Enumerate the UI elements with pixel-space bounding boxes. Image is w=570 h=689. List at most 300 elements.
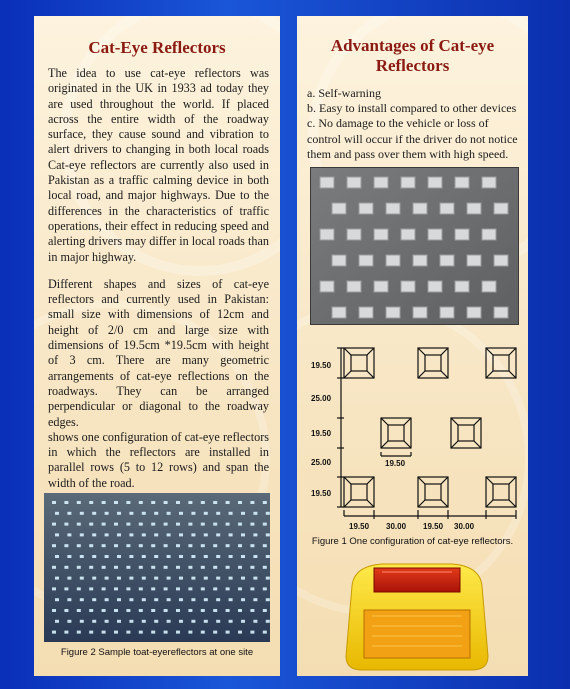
road-reflector-dot [142,598,146,601]
road-reflector-dot [55,598,59,601]
road-reflector-dot [92,577,96,580]
advantage-item: a. Self-warning [307,86,381,100]
road-reflector-dot [179,533,183,536]
road-reflector-dot [77,609,81,612]
road-reflector-dot [213,587,217,590]
road-reflector-dot [188,544,192,547]
road-reflector-dot [179,512,183,515]
road-reflector-dot [52,566,56,569]
road-stud [482,281,496,292]
road-reflector-dot [250,587,254,590]
road-reflector-dot [164,523,168,526]
road-stud [428,281,442,292]
road-reflector-dot [105,577,109,580]
road-reflector-dot [154,598,158,601]
road-reflector-dot [129,620,133,623]
road-reflector-dot [129,555,133,558]
road-reflector-dot [126,501,130,504]
right-panel [297,16,528,676]
road-reflector-dot [67,620,71,623]
advantage-item: b. Easy to install compared to other devices [307,101,517,116]
road-reflector-dot [114,501,118,504]
road-reflector-dot [142,620,146,623]
road-reflector-dot [117,598,121,601]
road-reflector-dot [164,609,168,612]
road-reflector-dot [238,523,242,526]
road-reflector-dot [238,501,242,504]
road-reflector-dot [176,566,180,569]
road-reflector-dot [126,544,130,547]
road-reflector-dot [77,523,81,526]
road-reflector-dot [213,609,217,612]
road-reflector-dot [266,620,270,623]
dimension-label: 19.50 [349,522,370,531]
road-reflector-dot [126,523,130,526]
road-stud [332,255,346,266]
road-reflector-dot [238,631,242,634]
road-reflector-dot [139,544,143,547]
road-reflector-dot [154,620,158,623]
road-reflector-dot [266,533,270,536]
road-reflector-dot [92,512,96,515]
road-reflector-dot [117,555,121,558]
road-reflector-dot [229,555,233,558]
road-stud [359,307,373,318]
road-reflector-dot [92,620,96,623]
road-stud [440,255,454,266]
road-reflector-dot [216,577,220,580]
road-reflector-dot [204,512,208,515]
road-reflector-dot [114,544,118,547]
road-reflector-dot [167,512,171,515]
road-reflector-dot [89,501,93,504]
road-reflector-dot [263,566,267,569]
road-reflector-dot [253,533,257,536]
road-reflector-dot [263,501,267,504]
road-reflector-dot [114,609,118,612]
road-reflector-dot [216,512,220,515]
road-reflector-dot [126,609,130,612]
road-reflector-dot [216,533,220,536]
road-reflector-dot [52,544,56,547]
road-reflector-dot [204,620,208,623]
road-stud [347,281,361,292]
road-reflector-dot [266,512,270,515]
road-reflector-dot [263,609,267,612]
road-reflector-dot [188,587,192,590]
road-reflector-dot [80,598,84,601]
road-reflector-dot [250,523,254,526]
road-stud [401,281,415,292]
road-reflector-dot [191,533,195,536]
road-reflector-dot [204,598,208,601]
road-reflector-dot [151,501,155,504]
road-reflector-dot [126,631,130,634]
configuration-paragraph: shows one configuration of cat-eye reflectors in which the reflectors are installed in parallel rows (5 to 12 rows) and span the width of the road. [48,429,269,490]
road-reflector-dot [164,566,168,569]
road-reflector-dot [191,577,195,580]
dimension-label: 30.00 [454,522,475,531]
road-reflector-dot [142,577,146,580]
road-reflector-dot [52,609,56,612]
road-reflector-dot [67,598,71,601]
road-stud [440,307,454,318]
studded-road-photo-image [310,167,519,325]
dimension-label: 30.00 [386,522,407,531]
road-reflector-dot [64,566,68,569]
road-reflector-dot [117,512,121,515]
road-reflector-dot [164,631,168,634]
figure-2-caption: Figure 2 Sample toat-eyereflectors at one site [60,647,254,658]
road-reflector-dot [188,566,192,569]
road-reflector-dot [142,533,146,536]
road-reflector-dot [188,631,192,634]
road-reflector-dot [102,523,106,526]
road-stud [401,177,415,188]
road-reflector-dot [139,566,143,569]
road-stud [428,229,442,240]
road-reflector-dot [216,598,220,601]
road-reflector-dot [102,566,106,569]
road-reflector-dot [126,566,130,569]
road-reflector-dot [64,523,68,526]
road-reflector-dot [167,598,171,601]
road-reflector-dot [114,566,118,569]
road-reflector-dot [176,544,180,547]
road-reflector-dot [176,609,180,612]
road-reflector-dot [201,544,205,547]
road-reflectors-photo-image [44,493,270,642]
road-reflector-dot [154,555,158,558]
road-stud [347,229,361,240]
road-reflector-dot [77,501,81,504]
road-reflector-dot [238,544,242,547]
road-stud [374,281,388,292]
road-reflector-dot [92,598,96,601]
road-reflector-dot [129,533,133,536]
road-reflector-dot [226,501,230,504]
road-reflector-dot [80,512,84,515]
road-stud [428,177,442,188]
road-reflector-dot [105,620,109,623]
road-stud [482,229,496,240]
road-reflector-dot [67,512,71,515]
road-reflector-dot [151,544,155,547]
road-stud [482,177,496,188]
road-reflector-dot [250,544,254,547]
road-reflector-dot [102,631,106,634]
road-reflector-dot [77,631,81,634]
dimension-label: 19.50 [423,522,444,531]
road-reflector-dot [213,631,217,634]
road-reflector-dot [213,523,217,526]
road-reflector-dot [139,523,143,526]
road-stud [413,203,427,214]
road-reflector-dot [229,577,233,580]
road-reflector-dot [164,587,168,590]
road-reflector-dot [263,631,267,634]
road-reflector-dot [263,523,267,526]
road-stud [374,177,388,188]
road-reflector-dot [253,512,257,515]
road-reflector-dot [167,533,171,536]
road-reflector-dot [241,620,245,623]
road-reflector-dot [188,523,192,526]
road-reflector-dot [250,631,254,634]
road-reflector-dot [89,566,93,569]
road-reflector-dot [117,533,121,536]
road-reflector-dot [64,587,68,590]
road-reflector-dot [241,555,245,558]
road-reflector-dot [188,609,192,612]
road-reflector-dot [105,512,109,515]
road-reflector-dot [151,523,155,526]
figure-1-caption: Figure 1 One configuration of cat-eye reflectors. [311,536,514,547]
road-stud [494,255,508,266]
road-reflector-dot [67,533,71,536]
road-reflector-dot [102,609,106,612]
road-stud [386,307,400,318]
road-stud [332,203,346,214]
road-reflector-dot [201,609,205,612]
road-reflector-dot [55,577,59,580]
road-reflector-dot [238,609,242,612]
road-stud [455,281,469,292]
road-reflector-dot [238,566,242,569]
road-reflector-dot [89,523,93,526]
road-reflector-dot [201,501,205,504]
road-stud [386,203,400,214]
road-reflector-dot [229,620,233,623]
road-reflector-dot [229,533,233,536]
road-reflector-dot [179,555,183,558]
road-reflector-dot [67,577,71,580]
road-reflector-dot [129,577,133,580]
road-reflector-dot [139,631,143,634]
road-reflectors-photo [44,493,270,642]
road-reflector-dot [229,598,233,601]
road-reflector-dot [102,587,106,590]
road-reflector-dot [191,598,195,601]
road-reflector-dot [55,620,59,623]
road-reflector-dot [139,609,143,612]
road-reflector-dot [213,501,217,504]
road-reflector-dot [105,533,109,536]
road-reflector-dot [263,544,267,547]
road-reflector-dot [176,523,180,526]
road-reflector-dot [102,544,106,547]
road-reflector-dot [253,598,257,601]
road-reflector-dot [176,631,180,634]
road-reflector-dot [114,523,118,526]
road-reflector-dot [167,577,171,580]
road-reflector-dot [77,566,81,569]
road-reflector-dot [151,566,155,569]
road-reflector-dot [142,555,146,558]
road-reflector-dot [201,566,205,569]
road-reflector-dot [105,555,109,558]
road-reflector-dot [80,533,84,536]
road-reflector-dot [253,555,257,558]
road-stud [467,255,481,266]
road-reflector-dot [64,631,68,634]
road-reflector-dot [64,544,68,547]
road-reflector-dot [226,587,230,590]
road-reflector-dot [241,598,245,601]
road-stud [320,281,334,292]
road-reflector-dot [213,566,217,569]
road-reflector-dot [151,609,155,612]
road-reflector-dot [55,533,59,536]
road-reflector-dot [226,566,230,569]
road-reflector-dot [102,501,106,504]
road-reflector-dot [250,501,254,504]
road-reflector-dot [201,631,205,634]
dimension-label: 25.00 [311,394,332,403]
road-reflector-dot [154,512,158,515]
intro-paragraph: The idea to use cat-eye reflectors was originated in the UK in 1933 ad today they are used throughout the world. If placed across the entire width of the roadway surface, they cause sound and vibration to alert drivers to changing in both local roads Cat-eye reflectors are currently also used in Pakistan as a traffic calming device in both local road, and major highways. Due to the differences in the characteristics of traffic operations, their effect in reducing speed and alerting drivers may differ in local roads than in major highway. [48,66,269,264]
road-reflector-dot [89,544,93,547]
road-reflector-dot [191,620,195,623]
right-panel-title: Advantages of Cat-eye Reflectors [330,36,495,75]
road-reflector-dot [250,566,254,569]
road-reflector-dot [139,501,143,504]
road-reflector-dot [176,587,180,590]
dimension-label: 19.50 [311,429,332,438]
road-stud [332,307,346,318]
road-reflector-dot [191,512,195,515]
road-reflector-dot [241,533,245,536]
road-stud [455,177,469,188]
road-reflector-dot [263,587,267,590]
advantage-item: c. No damage to the vehicle or loss of control will occur if the driver do not notice them and pass over them with high speed. [307,116,518,161]
road-reflector-dot [117,620,121,623]
road-stud [374,229,388,240]
dimension-label: 19.50 [385,459,406,468]
road-stud [494,307,508,318]
reflector-configuration-diagram [311,334,521,534]
road-reflector-dot [216,620,220,623]
road-reflector-dot [80,620,84,623]
road-reflector-dot [114,587,118,590]
road-reflector-dot [250,609,254,612]
road-reflector-dot [80,555,84,558]
road-reflector-dot [253,620,257,623]
road-stud [359,203,373,214]
road-stud [347,177,361,188]
road-reflector-dot [179,598,183,601]
road-reflector-dot [139,587,143,590]
road-reflector-dot [238,587,242,590]
road-reflector-dot [176,501,180,504]
road-reflector-dot [266,555,270,558]
road-reflector-dot [201,587,205,590]
road-reflector-dot [226,609,230,612]
road-reflector-dot [55,512,59,515]
road-stud [386,255,400,266]
advantages-list [307,86,520,162]
road-reflector-dot [167,620,171,623]
road-reflector-dot [226,631,230,634]
left-panel-title: Cat-Eye Reflectors [88,38,226,57]
road-stud [494,203,508,214]
road-reflector-dot [117,577,121,580]
road-reflector-dot [92,555,96,558]
road-reflector-dot [77,587,81,590]
road-reflector-dot [126,587,130,590]
road-reflector-dot [216,555,220,558]
road-stud [467,203,481,214]
left-panel [34,16,280,676]
road-reflector-dot [266,577,270,580]
road-stud [401,229,415,240]
road-reflector-dot [229,512,233,515]
road-reflector-dot [167,555,171,558]
road-reflector-dot [188,501,192,504]
road-reflector-dot [191,555,195,558]
sizes-paragraph: Different shapes and sizes of cat-eye reflectors and currently used in Pakistan: small size with dimensions of 12cm and height of 2/0 cm and large size with dimensions of 19.5cm *19.5cm with height of 3 cm. There are many geometric arrangements of cat-eye reflections on the roadways. They can be arranged perpendicular or diagonal to the roadway edges. [48,276,269,429]
road-reflector-dot [164,544,168,547]
road-stud [467,307,481,318]
road-reflector-dot [179,577,183,580]
road-reflector-dot [55,555,59,558]
road-stud [359,255,373,266]
road-reflector-dot [201,523,205,526]
road-stud [440,203,454,214]
road-reflector-dot [204,533,208,536]
road-reflector-dot [204,555,208,558]
road-reflector-dot [129,512,133,515]
road-reflector-dot [105,598,109,601]
road-reflector-dot [154,533,158,536]
road-reflector-dot [226,523,230,526]
road-reflector-dot [77,544,81,547]
road-stud [413,307,427,318]
road-reflector-dot [64,609,68,612]
road-reflector-dot [129,598,133,601]
road-reflector-dot [92,533,96,536]
studded-road-photo [310,167,519,325]
dimension-label: 19.50 [311,361,332,370]
road-stud [413,255,427,266]
road-reflector-dot [142,512,146,515]
road-reflector-dot [52,501,56,504]
road-stud [320,177,334,188]
road-reflector-dot [89,609,93,612]
road-reflector-dot [154,577,158,580]
road-reflector-dot [253,577,257,580]
road-stud [320,229,334,240]
road-reflector-dot [151,587,155,590]
road-reflector-dot [213,544,217,547]
cat-eye-reflector-illustration [342,556,492,674]
road-reflector-dot [241,577,245,580]
road-reflector-dot [89,631,93,634]
dimension-label: 19.50 [311,489,332,498]
road-reflector-dot [52,631,56,634]
road-reflector-dot [151,631,155,634]
road-reflector-dot [52,587,56,590]
road-stud [455,229,469,240]
road-reflector-dot [266,598,270,601]
road-reflector-dot [164,501,168,504]
road-reflector-dot [179,620,183,623]
road-reflector-dot [64,501,68,504]
road-reflector-dot [204,577,208,580]
road-reflector-dot [114,631,118,634]
road-reflector-dot [89,587,93,590]
road-reflector-dot [241,512,245,515]
